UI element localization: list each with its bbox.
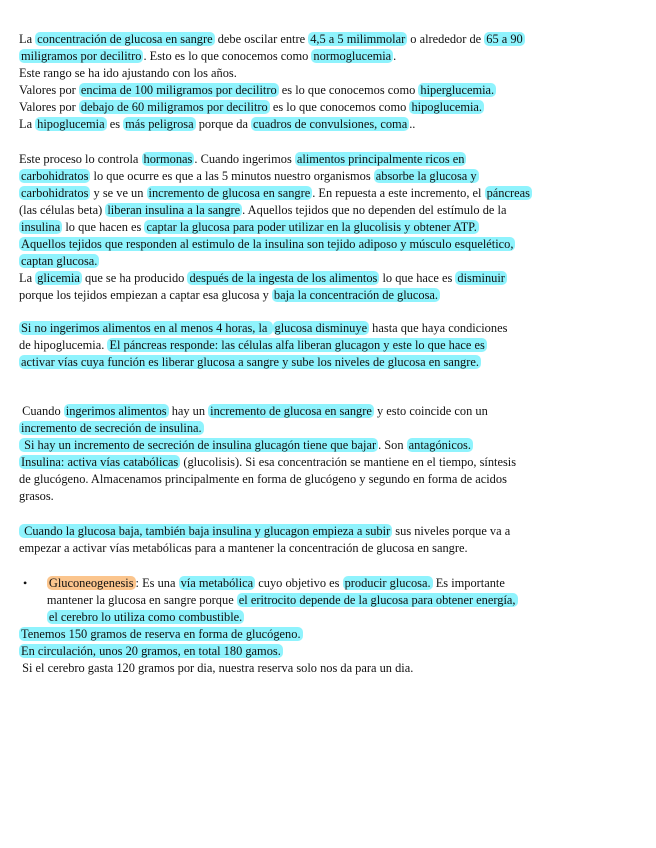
text-segment: . Esto es lo que conocemos como bbox=[143, 49, 312, 63]
text-line bbox=[19, 151, 623, 168]
paragraph-intro bbox=[19, 31, 623, 133]
bullet-glyph: • bbox=[23, 576, 28, 590]
highlight-cyan: incremento de secreción de insulina. bbox=[21, 421, 202, 435]
text-line bbox=[19, 99, 623, 116]
text-line bbox=[19, 253, 623, 270]
text-segment: mantener la glucosa en sangre porque bbox=[19, 593, 237, 607]
text-line bbox=[19, 471, 623, 488]
highlight-cyan: páncreas bbox=[486, 186, 530, 200]
highlight-cyan: Si hay un incremento de secreción de insulina glucagón tiene que bajar bbox=[21, 438, 377, 452]
text-line bbox=[19, 609, 623, 626]
text-line bbox=[19, 287, 623, 304]
paragraph-hormonas bbox=[19, 151, 623, 304]
text-segment bbox=[19, 610, 47, 624]
highlight-cyan: Insulina: activa vías catabólicas bbox=[21, 455, 179, 469]
text-segment: La bbox=[19, 117, 36, 131]
highlight-cyan: baja la concentración de glucosa. bbox=[273, 288, 438, 302]
text-segment: es lo que conocemos como bbox=[278, 83, 419, 97]
highlight-cyan: alimentos principalmente ricos en bbox=[296, 152, 465, 166]
text-segment: es lo que conocemos como bbox=[269, 100, 410, 114]
text-segment: La bbox=[19, 271, 36, 285]
paragraph-gluconeo bbox=[19, 575, 623, 677]
highlight-cyan: concentración de glucosa en sangre bbox=[37, 32, 213, 46]
text-line bbox=[19, 219, 623, 236]
text-segment: : Es una bbox=[135, 576, 179, 590]
text-line bbox=[19, 626, 623, 643]
highlight-cyan: carbohidratos bbox=[21, 169, 89, 183]
text-segment: . Aquellos tejidos que no dependen del estímulo de la bbox=[242, 203, 507, 217]
highlight-cyan: después de la ingesta de los alimentos bbox=[189, 271, 378, 285]
text-segment: hasta que haya condiciones bbox=[369, 321, 508, 335]
text-segment: hay un bbox=[168, 404, 209, 418]
text-line bbox=[19, 337, 623, 354]
highlight-cyan: hipoglucemia. bbox=[411, 100, 482, 114]
highlight-cyan: Tenemos 150 gramos de reserva en forma de glucógeno. bbox=[21, 627, 301, 641]
text-line bbox=[19, 660, 623, 677]
highlight-cyan: miligramos por decilitro bbox=[21, 49, 142, 63]
highlight-cyan: incremento de glucosa en sangre bbox=[210, 404, 372, 418]
text-segment: grasos. bbox=[19, 489, 54, 503]
text-line bbox=[19, 168, 623, 185]
highlight-cyan: incremento de glucosa en sangre bbox=[148, 186, 311, 200]
highlight-cyan: Si no ingerimos alimentos en al menos 4 horas, la bbox=[21, 321, 271, 335]
text-line bbox=[19, 116, 623, 133]
text-line bbox=[19, 31, 623, 48]
highlight-cyan: 4,5 a 5 milimmolar bbox=[310, 32, 406, 46]
text-segment bbox=[19, 576, 47, 590]
highlight-cyan: encima de 100 miligramos por decilitro bbox=[80, 83, 277, 97]
text-line bbox=[19, 523, 623, 540]
highlight-cyan: captar la glucosa para poder utilizar en la glucolisis y obtener ATP. bbox=[146, 220, 477, 234]
text-segment: . bbox=[393, 49, 397, 63]
paragraph-ayuno bbox=[19, 320, 623, 371]
highlight-cyan: 65 a 90 bbox=[486, 32, 523, 46]
highlight-cyan: antagónicos. bbox=[408, 438, 471, 452]
text-segment: que se ha producido bbox=[81, 271, 188, 285]
highlight-cyan: insulina bbox=[21, 220, 61, 234]
text-segment: o alrededor de bbox=[407, 32, 485, 46]
text-line bbox=[19, 643, 623, 660]
text-segment: lo que ocurre es que a las 5 minutos nuestro organismos bbox=[90, 169, 374, 183]
text-segment: lo que hacen es bbox=[62, 220, 145, 234]
text-line bbox=[19, 236, 623, 253]
text-segment: . En repuesta a este incremento, el bbox=[312, 186, 485, 200]
highlight-cyan: disminuir bbox=[457, 271, 505, 285]
text-line bbox=[19, 540, 623, 557]
text-line bbox=[19, 202, 623, 219]
text-segment: cuyo objetivo es bbox=[255, 576, 343, 590]
text-segment: Si el cerebro gasta 120 gramos por dia, nuestra reserva solo nos da para un dia. bbox=[19, 661, 414, 675]
highlight-cyan: captan glucosa. bbox=[21, 254, 98, 268]
text-segment: . Cuando ingerimos bbox=[194, 152, 295, 166]
text-segment: (glucolisis). Si esa concentración se mantiene en el tiempo, síntesis bbox=[180, 455, 517, 469]
text-segment: Cuando bbox=[19, 404, 64, 418]
text-segment: de hipoglucemia. bbox=[19, 338, 108, 352]
text-segment: Este rango se ha ido ajustando con los años. bbox=[19, 66, 237, 80]
highlight-cyan: normoglucemia bbox=[313, 49, 392, 63]
highlight-cyan: ingerimos alimentos bbox=[65, 404, 167, 418]
text-segment: porque los tejidos empiezan a captar esa glucosa y bbox=[19, 288, 272, 302]
highlight-cyan: más peligrosa bbox=[125, 117, 194, 131]
text-line bbox=[19, 354, 623, 371]
highlight-cyan: debajo de 60 miligramos por decilitro bbox=[80, 100, 268, 114]
text-line bbox=[19, 48, 623, 65]
highlight-cyan: hormonas bbox=[143, 152, 193, 166]
text-line bbox=[19, 592, 623, 609]
text-segment: es bbox=[106, 117, 124, 131]
highlight-cyan: hipoglucemia bbox=[37, 117, 105, 131]
highlight-cyan: glucosa disminuye bbox=[274, 321, 368, 335]
highlight-cyan: absorbe la glucosa y bbox=[375, 169, 477, 183]
text-segment: La bbox=[19, 32, 36, 46]
text-segment: Valores por bbox=[19, 100, 79, 114]
highlight-cyan: el cerebro lo utiliza como combustible. bbox=[48, 610, 243, 624]
text-line bbox=[19, 270, 623, 287]
highlight-cyan: el eritrocito depende de la glucosa para obtener energía, bbox=[238, 593, 516, 607]
text-segment: y esto coincide con un bbox=[373, 404, 488, 418]
text-line bbox=[19, 454, 623, 471]
text-line bbox=[19, 575, 623, 592]
text-segment: y se ve un bbox=[90, 186, 147, 200]
highlight-orange: Gluconeogenesis bbox=[48, 576, 134, 590]
text-line bbox=[19, 488, 623, 505]
highlight-cyan: En circulación, unos 20 gramos, en total 180 gamos. bbox=[21, 644, 281, 658]
paragraph-subida bbox=[19, 523, 623, 557]
text-segment: porque da bbox=[195, 117, 252, 131]
text-line bbox=[19, 65, 623, 82]
highlight-cyan: Aquellos tejidos que responden al estimulo de la insulina son tejido adiposo y músculo esquelético, bbox=[21, 237, 514, 251]
text-segment: debe oscilar entre bbox=[214, 32, 309, 46]
text-line bbox=[19, 420, 623, 437]
text-segment: empezar a activar vías metabólicas para a mantener la concentración de glucosa en sangre. bbox=[19, 541, 468, 555]
highlight-cyan: producir glucosa. bbox=[344, 576, 431, 590]
highlight-cyan: hiperglucemia. bbox=[420, 83, 495, 97]
highlight-cyan: activar vías cuya función es liberar glucosa a sangre y sube los niveles de glucosa en sangre. bbox=[21, 355, 479, 369]
text-segment: . Son bbox=[378, 438, 407, 452]
highlight-cyan: carbohidratos bbox=[21, 186, 89, 200]
highlight-cyan: El páncreas responde: las células alfa liberan glucagon y este lo que hace es bbox=[109, 338, 485, 352]
text-segment: (las células beta) bbox=[19, 203, 106, 217]
text-segment: Este proceso lo controla bbox=[19, 152, 142, 166]
text-line bbox=[19, 82, 623, 99]
highlight-cyan: vía metabólica bbox=[180, 576, 254, 590]
text-segment: Es importante bbox=[432, 576, 505, 590]
text-segment: .. bbox=[409, 117, 416, 131]
highlight-cyan: liberan insulina a la sangre bbox=[107, 203, 241, 217]
highlight-cyan: cuadros de convulsiones, coma bbox=[253, 117, 408, 131]
text-line bbox=[19, 403, 623, 420]
text-segment: sus niveles porque va a bbox=[392, 524, 511, 538]
text-line bbox=[19, 320, 623, 337]
text-segment: Valores por bbox=[19, 83, 79, 97]
text-segment: de glucógeno. Almacenamos principalmente en forma de glucógeno y segundo en forma de acidos bbox=[19, 472, 507, 486]
text-segment: lo que hace es bbox=[379, 271, 456, 285]
text-line bbox=[19, 437, 623, 454]
text-line bbox=[19, 185, 623, 202]
highlight-cyan: Cuando la glucosa baja, también baja insulina y glucagon empieza a subir bbox=[21, 524, 391, 538]
highlight-cyan: glicemia bbox=[37, 271, 80, 285]
paragraph-antagonicos bbox=[19, 403, 623, 505]
